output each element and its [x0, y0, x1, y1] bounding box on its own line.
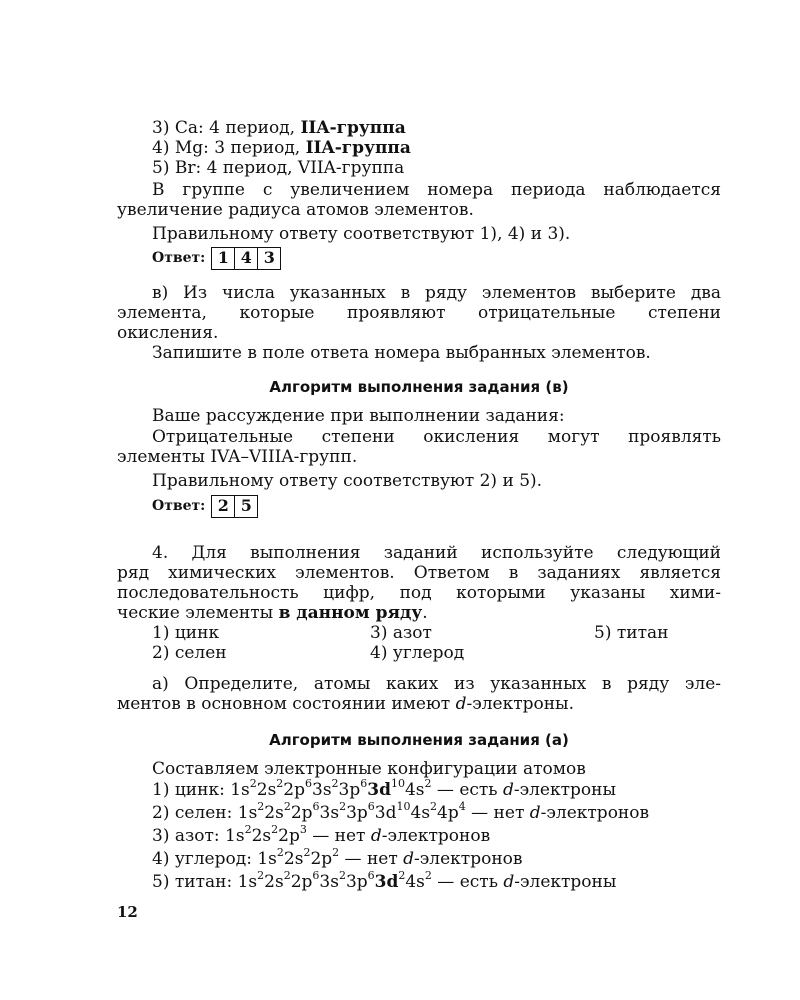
answer-block-1 — [152, 247, 281, 270]
list-item-ca — [152, 118, 721, 139]
answer-block-2 — [152, 495, 258, 518]
section-heading: Алгоритм выполнения задания (а) — [269, 731, 569, 749]
italic-variable: d — [455, 694, 467, 714]
element-nitrogen: 3) азот — [370, 623, 432, 643]
list-item-br — [152, 158, 721, 179]
paragraph-line: увеличение радиуса атомов элементов. — [117, 200, 474, 220]
list-item-bold-text: IIA-группа — [300, 118, 406, 138]
list-item-mg — [152, 138, 721, 159]
config-line-carbon: 4) углерод: $1s^22s^22p^2$ — нет d-электронов — [152, 846, 523, 869]
page-number: 12 — [117, 903, 138, 921]
list-item-text: 4) Mg: 3 период, — [152, 138, 306, 158]
text-span: -электроны. — [466, 694, 574, 714]
answer-digit-box: 2 — [217, 496, 229, 516]
list-item-text: 3) Ca: 4 период, — [152, 118, 301, 138]
answer-label: Ответ: — [152, 498, 206, 515]
element-selenium: 2) селен — [152, 643, 227, 663]
paragraph-line: а) Определите, атомы каких из указанных в ряду эле- — [152, 674, 721, 694]
section-heading: Алгоритм выполнения задания (в) — [269, 378, 569, 396]
answer-boxes — [211, 247, 281, 270]
element-carbon: 4) углерод — [370, 643, 465, 663]
paragraph-line — [117, 603, 721, 624]
bold-text-span: в данном ряду — [278, 603, 423, 623]
answer-digit-box: 4 — [234, 248, 257, 269]
text-span: . — [422, 603, 428, 623]
paragraph-line — [117, 694, 721, 715]
answer-boxes — [211, 495, 258, 518]
paragraph-line: элементы IVA–VIIIA-групп. — [117, 447, 358, 467]
answer-digit-box: 1 — [217, 248, 229, 268]
paragraph-line: 4. Для выполнения заданий используйте следующий — [152, 543, 721, 563]
paragraph-line: в) Из числа указанных в ряду элементов выберите два — [152, 283, 721, 303]
text-span: ментов в основном состоянии имеют — [117, 694, 456, 714]
paragraph-line: Составляем электронные конфигурации атомов — [152, 759, 586, 779]
answer-digit-box: 3 — [257, 248, 280, 269]
paragraph-line: Отрицательные степени окисления могут проявлять — [152, 427, 721, 447]
paragraph-line: элемента, которые проявляют отрицательные степени — [117, 303, 721, 323]
config-line-titanium: 5) титан: $1s^22s^22p^63s^23p^63d^24s^2$ — есть d-электроны — [152, 869, 617, 892]
list-item-bold-text: IIA-группа — [305, 138, 411, 158]
element-titanium: 5) титан — [594, 623, 669, 643]
config-line-zinc: 1) цинк: $1s^22s^22p^63s^23p^63d^{10}4s^2$ — есть d-электроны — [152, 777, 616, 800]
config-line-selenium: 2) селен: $1s^22s^22p^63s^23p^63d^{10}4s^24p^4$ — нет d-электронов — [152, 800, 650, 823]
paragraph-line: Правильному ответу соответствуют 2) и 5). — [152, 471, 543, 491]
list-item-text: 5) Br: 4 период, VIIA-группа — [152, 158, 405, 178]
paragraph-line: Ваше рассуждение при выполнении задания: — [152, 406, 565, 426]
answer-label: Ответ: — [152, 250, 206, 267]
paragraph-line: последовательность цифр, под которыми указаны хими- — [117, 583, 721, 603]
paragraph-line: окисления. — [117, 323, 219, 343]
config-line-nitrogen: 3) азот: $1s^22s^22p^3$ — нет d-электронов — [152, 823, 491, 846]
paragraph-line: ряд химических элементов. Ответом в заданиях является — [117, 563, 721, 583]
paragraph-line: Запишите в поле ответа номера выбранных элементов. — [152, 343, 651, 363]
answer-digit-box: 5 — [234, 496, 257, 517]
paragraph-line: Правильному ответу соответствуют 1), 4) и 3). — [152, 224, 571, 244]
text-span: ческие элементы — [117, 603, 279, 623]
paragraph-line: В группе с увеличением номера периода наблюдается — [152, 180, 721, 200]
element-zinc: 1) цинк — [152, 623, 220, 643]
